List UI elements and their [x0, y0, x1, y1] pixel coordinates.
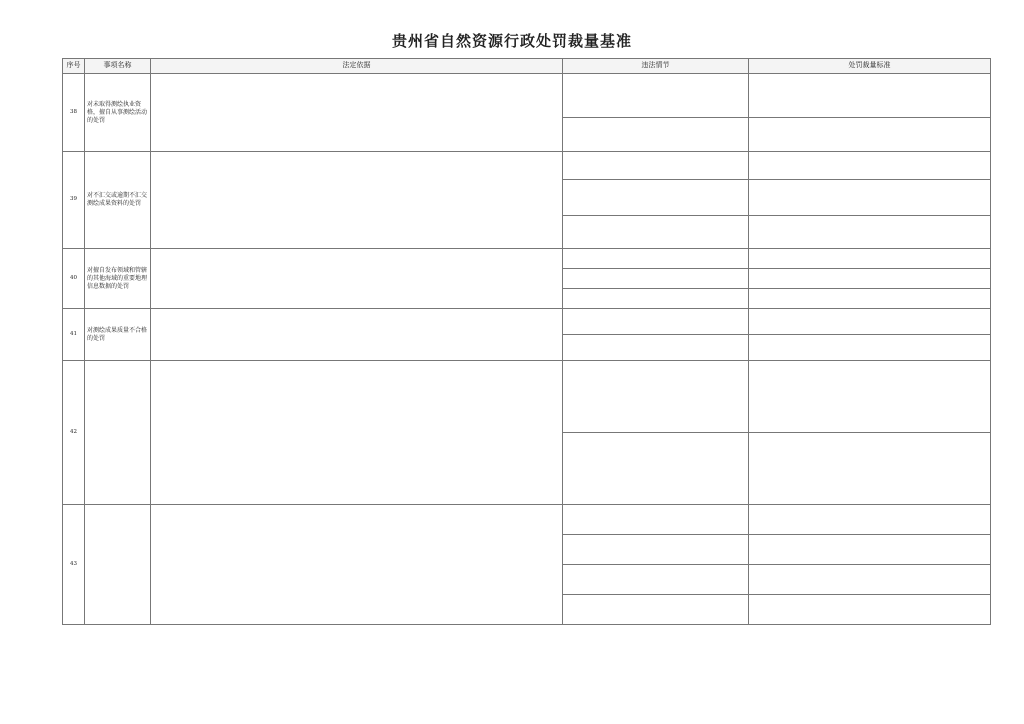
header-standard: 处罚裁量标准	[749, 59, 991, 74]
table-row	[63, 74, 991, 118]
item-name: 对未取得测绘执业资格，擅自从事测绘活动的处罚	[85, 74, 151, 152]
item-name: 对不汇交或逾期不汇交测绘成果资料的处罚	[85, 152, 151, 249]
penalty-standard	[749, 361, 991, 433]
penalty-standard	[749, 565, 991, 595]
penalty-standard	[749, 335, 991, 361]
penalty-standard	[749, 595, 991, 625]
row-number: 41	[63, 309, 85, 361]
row-number: 42	[63, 361, 85, 505]
circumstance	[563, 180, 749, 216]
table-row	[63, 361, 991, 433]
circumstance	[563, 335, 749, 361]
item-name: 对擅自发布领域和管辖的其他海域的重要地理信息数据的处罚	[85, 249, 151, 309]
penalty-standard	[749, 180, 991, 216]
circumstance	[563, 249, 749, 269]
table-row	[63, 505, 991, 535]
item-name: 对测绘成果质量不合格的处罚	[85, 309, 151, 361]
penalty-standard	[749, 216, 991, 249]
row-number: 40	[63, 249, 85, 309]
penalty-standard	[749, 535, 991, 565]
circumstance	[563, 505, 749, 535]
penalty-standard	[749, 118, 991, 152]
legal-basis	[151, 309, 563, 361]
circumstance	[563, 535, 749, 565]
document-title: 贵州省自然资源行政处罚裁量基准	[391, 32, 632, 50]
header-no: 序号	[63, 59, 85, 74]
legal-basis	[151, 152, 563, 249]
header-item: 事项名称	[85, 59, 151, 74]
circumstance	[563, 269, 749, 289]
penalty-standard	[749, 152, 991, 180]
row-number: 39	[63, 152, 85, 249]
penalty-standard	[749, 433, 991, 505]
circumstance	[563, 565, 749, 595]
header-row	[63, 59, 991, 74]
circumstance	[563, 433, 749, 505]
item-name	[85, 505, 151, 625]
row-number: 38	[63, 74, 85, 152]
penalty-standard	[749, 309, 991, 335]
circumstance	[563, 289, 749, 309]
header-circumstance: 违法情节	[563, 59, 749, 74]
header-basis: 法定依据	[151, 59, 563, 74]
penalty-standard	[749, 249, 991, 269]
circumstance	[563, 595, 749, 625]
legal-basis	[151, 505, 563, 625]
circumstance	[563, 309, 749, 335]
penalty-standard-table	[62, 58, 991, 625]
legal-basis	[151, 361, 563, 505]
legal-basis	[151, 249, 563, 309]
penalty-standard	[749, 289, 991, 309]
circumstance	[563, 152, 749, 180]
penalty-standard	[749, 505, 991, 535]
circumstance	[563, 118, 749, 152]
circumstance	[563, 216, 749, 249]
circumstance	[563, 74, 749, 118]
table-row	[63, 309, 991, 335]
penalty-standard	[749, 74, 991, 118]
table-row	[63, 152, 991, 180]
penalty-standard	[749, 269, 991, 289]
table-row	[63, 249, 991, 269]
circumstance	[563, 361, 749, 433]
legal-basis	[151, 74, 563, 152]
row-number: 43	[63, 505, 85, 625]
item-name	[85, 361, 151, 505]
